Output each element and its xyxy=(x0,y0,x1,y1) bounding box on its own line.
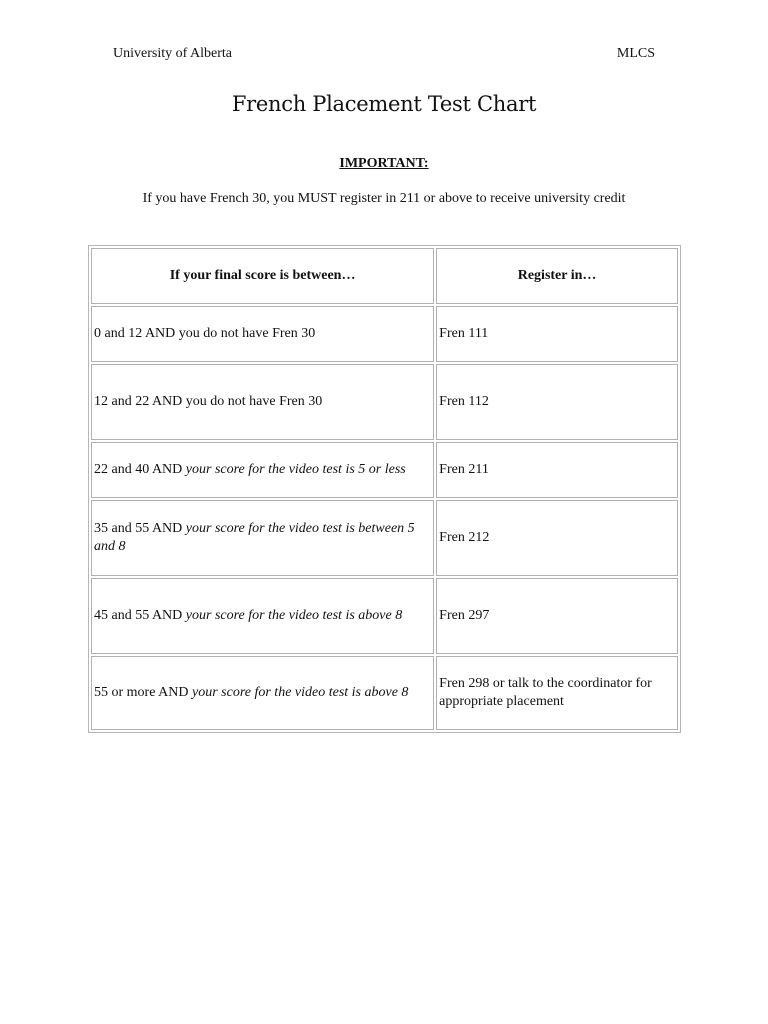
course-cell: Fren 112 xyxy=(436,364,678,440)
score-range-cell xyxy=(91,500,434,576)
header-institution: University of Alberta xyxy=(113,46,232,61)
course-cell: Fren 298 or talk to the coordinator for appropriate placement xyxy=(436,656,678,730)
table-header-row xyxy=(91,248,678,304)
credit-notice: If you have French 30, you MUST register in 211 or above to receive university credit xyxy=(142,191,626,206)
table-row xyxy=(91,500,678,576)
video-condition: your score for the video test is 5 or less xyxy=(185,462,406,477)
header-department: MLCS xyxy=(616,46,655,61)
table-row xyxy=(91,442,678,498)
table-row xyxy=(91,656,678,730)
score-range-text: 35 and 55 AND xyxy=(94,521,186,536)
important-label: IMPORTANT: xyxy=(339,156,429,171)
course-cell: Fren 297 xyxy=(436,578,678,654)
video-condition: your score for the video test is above 8 xyxy=(192,685,409,700)
score-range-cell xyxy=(91,442,434,498)
course-cell: Fren 211 xyxy=(436,442,678,498)
placement-table xyxy=(88,245,681,733)
score-range-cell xyxy=(91,578,434,654)
header-register-in: Register in… xyxy=(436,248,678,304)
score-range-cell xyxy=(91,364,434,440)
score-range-cell xyxy=(91,656,434,730)
score-range-text: 12 and 22 AND you do not have Fren 30 xyxy=(94,394,323,409)
table-row xyxy=(91,364,678,440)
table-row xyxy=(91,578,678,654)
course-cell: Fren 212 xyxy=(436,500,678,576)
page-title: French Placement Test Chart xyxy=(231,92,537,116)
header-score-range: If your final score is between… xyxy=(91,248,434,304)
score-range-text: 22 and 40 AND xyxy=(94,462,186,477)
score-range-text: 0 and 12 AND you do not have Fren 30 xyxy=(94,326,316,341)
table-row xyxy=(91,306,678,362)
video-condition: your score for the video test is above 8 xyxy=(185,608,403,623)
video-condition: your score for the video test is between 5 and 8 xyxy=(94,521,415,554)
score-range-cell xyxy=(91,306,434,362)
score-range-text: 55 or more AND xyxy=(94,685,192,700)
course-cell: Fren 111 xyxy=(436,306,678,362)
score-range-text: 45 and 55 AND xyxy=(94,608,186,623)
